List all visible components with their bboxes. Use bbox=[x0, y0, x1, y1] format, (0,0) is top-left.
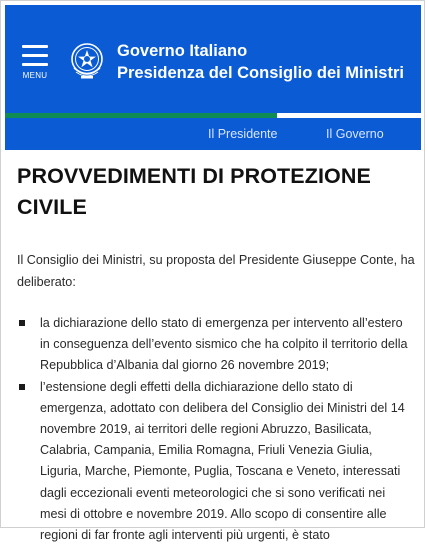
list-item-text: la dichiarazione dello stato di emergenza per intervento all’estero in conseguenza dell’evento sismico che ha colpito il territorio della Repubblica d’Albania dal giorno 26 novembre 2019; bbox=[40, 316, 408, 373]
list-item bbox=[17, 377, 415, 546]
nav-link-il-presidente[interactable]: Il Presidente bbox=[208, 127, 278, 141]
nav-link-il-governo[interactable]: Il Governo bbox=[326, 127, 384, 141]
brand-subtitle[interactable]: Presidenza del Consiglio dei Ministri bbox=[117, 64, 404, 82]
site-header bbox=[5, 5, 421, 113]
page-title: PROVVEDIMENTI DI PROTEZIONE CIVILE bbox=[17, 164, 371, 219]
main-content bbox=[17, 161, 415, 546]
menu-label: MENU bbox=[22, 71, 48, 80]
sub-navigation bbox=[5, 118, 421, 150]
intro-paragraph: Il Consiglio dei Ministri, su proposta del Presidente Giuseppe Conte, ha deliberato: bbox=[17, 253, 415, 289]
italian-emblem-icon[interactable] bbox=[68, 39, 106, 81]
list-item-text: l’estensione degli effetti della dichiarazione dello stato di emergenza, adottato con delibera del Consiglio dei Ministri del 14 novembre 2019, ai territori delle regioni Abruzzo, Basilicata, Calabria, Campania, Emilia Romagna, Friuli Venezia Giulia, Liguria, Marche, Piemonte, Puglia, Toscana e Veneto, interessati dagli eccezionali eventi meteorologici che si sono verificati nei mesi di ottobre e novembre 2019. Allo scopo di consentire alle regioni di far fronte agli interventi più urgenti, è stato bbox=[40, 379, 405, 543]
list-item bbox=[17, 313, 415, 377]
bullet-square-icon bbox=[19, 384, 25, 390]
provisions-list bbox=[17, 313, 415, 546]
menu-button[interactable] bbox=[18, 41, 52, 81]
brand-title[interactable]: Governo Italiano bbox=[117, 42, 248, 60]
bullet-square-icon bbox=[19, 320, 25, 326]
